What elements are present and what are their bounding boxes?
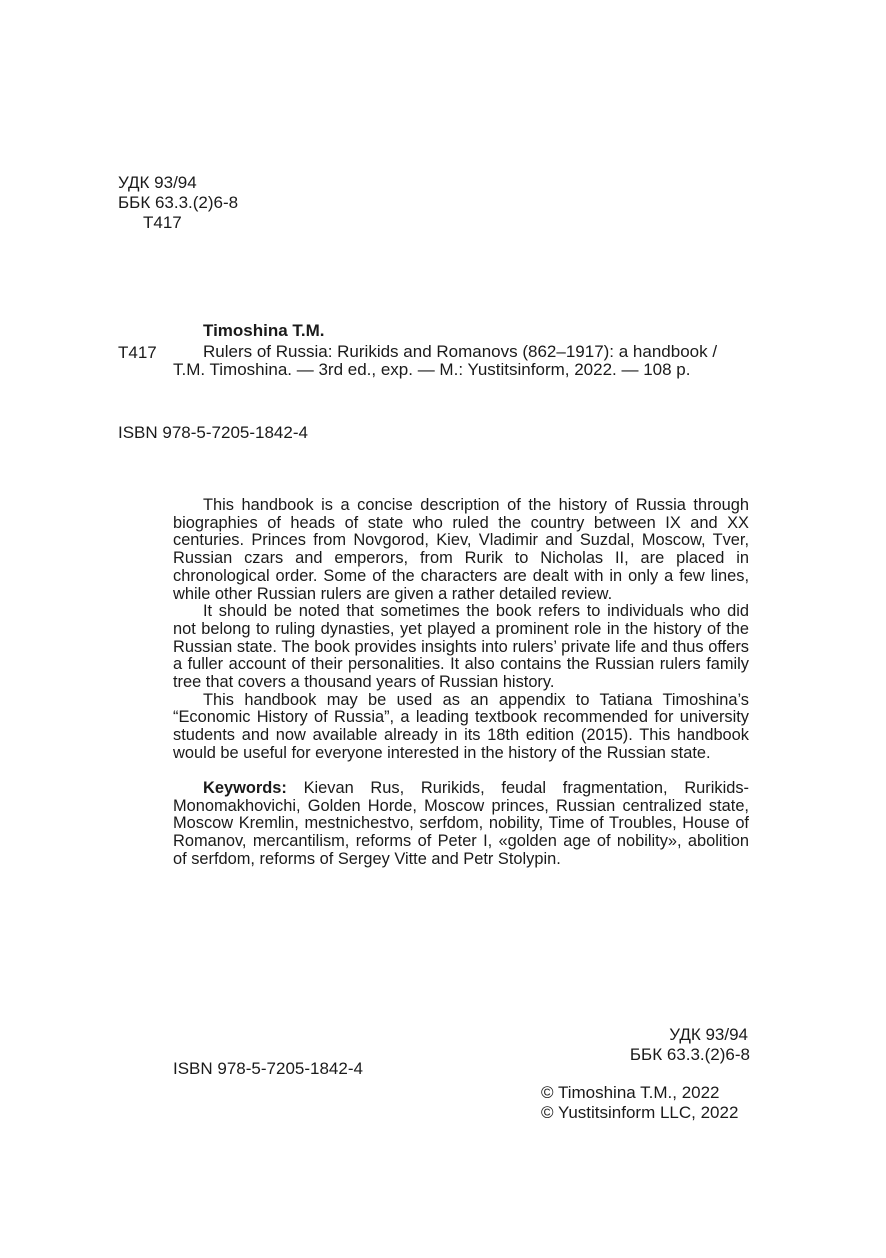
- bibliographic-line-1: Rulers of Russia: Rurikids and Romanovs (862–1917): a handbook /: [203, 342, 718, 361]
- footer-bbk-code: ББК 63.3.(2)6-8: [629, 1045, 750, 1064]
- abstract-paragraph: It should be noted that sometimes the book refers to individuals who did not belong to ruling dynasties, yet played a prominent role in the history of the Russian state. The book provides insights into rulers’ private life and thus offers a fuller account of their personalities. It also contains the Russian rulers family tree that covers a thousand years of Russian history.: [173, 602, 749, 692]
- bibliographic-line-2: T.M. Timoshina. — 3rd ed., exp. — M.: Yustitsinform, 2022. — 108 p.: [173, 360, 691, 379]
- abstract: [173, 497, 749, 763]
- author-code-side: T417: [118, 343, 157, 362]
- udk-code: УДК 93/94: [118, 173, 197, 192]
- isbn: ISBN 978-5-7205-1842-4: [118, 423, 308, 442]
- keywords-text: Kievan Rus, Rurikids, feudal fragmentation, Rurikids-Monomakhovichi, Golden Horde, Moscow princes, Russian centralized state, Moscow Kremlin, mestnichestvo, serfdom, nobility, Time of Troubles, House of Romanov, mercantilism, reforms of Peter I, «golden age of nobility», abolition of serfdom, reforms of Sergey Vitte and Petr Stolypin.: [173, 779, 750, 868]
- copyright-publisher: © Yustitsinform LLC, 2022: [541, 1103, 739, 1122]
- footer-isbn: ISBN 978-5-7205-1842-4: [173, 1059, 363, 1078]
- copyright-author: © Timoshina T.M., 2022: [541, 1083, 720, 1102]
- keywords: [173, 780, 749, 869]
- abstract-paragraph: This handbook is a concise description of the history of Russia through biographies of heads of state who ruled the country between IX and XX centuries. Princes from Novgorod, Kiev, Vladimir and Suzdal, Moscow, Tver, Russian czars and emperors, from Rurik to Nicholas II, are placed in chronological order. Some of the characters are dealt with in only a few lines, while other Russian rulers are given a rather detailed review.: [173, 496, 749, 603]
- bbk-code: ББК 63.3.(2)6-8: [118, 193, 239, 212]
- author-code: T417: [143, 213, 182, 232]
- footer-udk-code: УДК 93/94: [669, 1025, 748, 1044]
- abstract-paragraph: This handbook may be used as an appendix to Tatiana Timoshina’s “Economic History of Russia”, a leading textbook recommended for university students and now available already in its 18th edition (2015). This handbook would be useful for everyone interested in the history of the Russian state.: [173, 690, 749, 762]
- keywords-label: Keywords:: [203, 779, 287, 797]
- author-name: Timoshina T.M.: [203, 321, 325, 340]
